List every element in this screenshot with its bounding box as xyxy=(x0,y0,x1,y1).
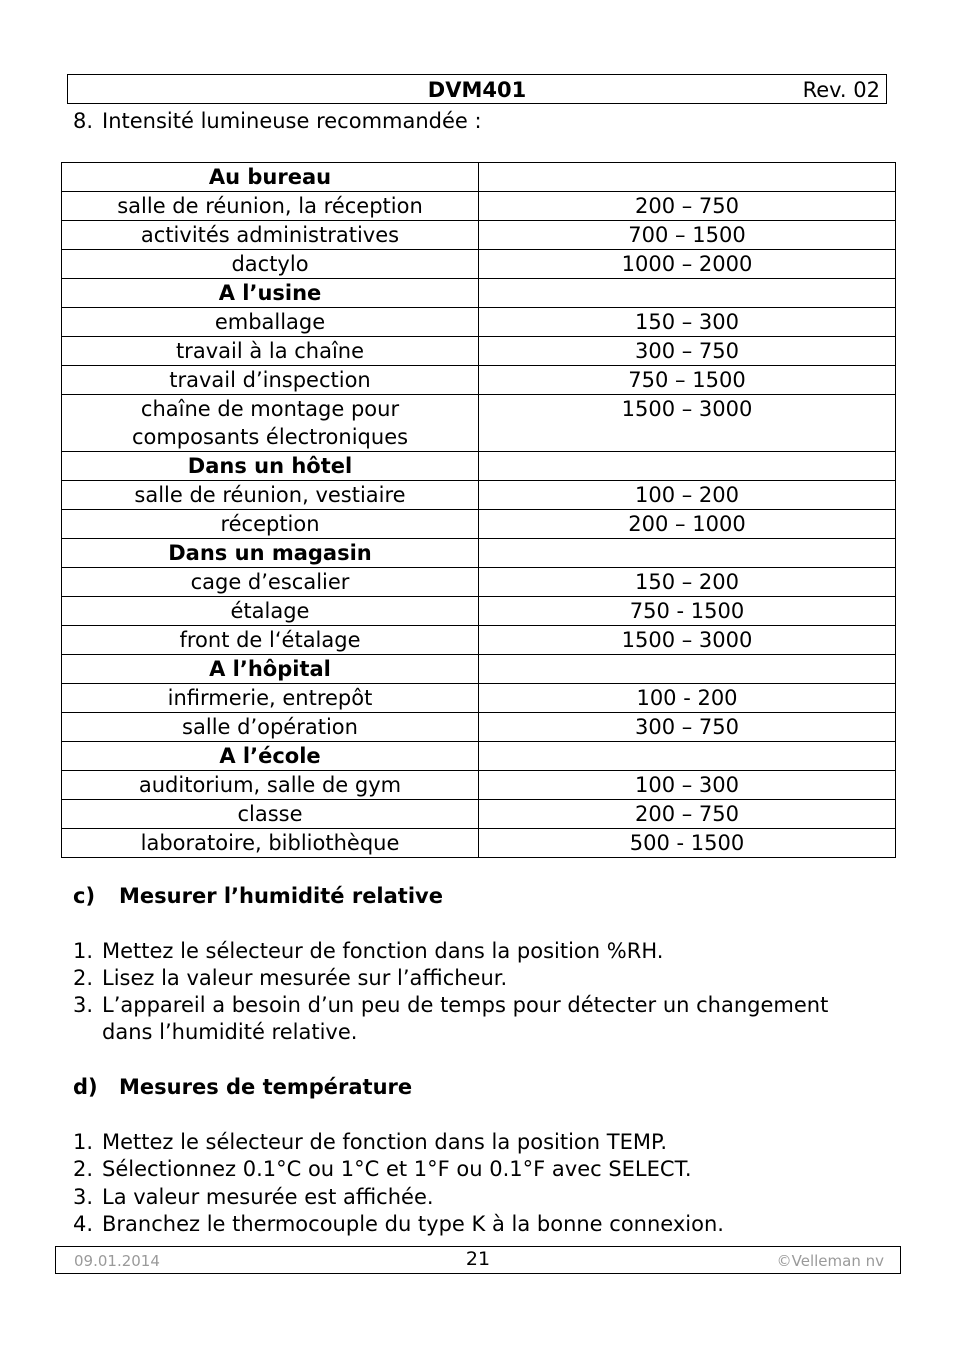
section-c-title xyxy=(73,883,443,910)
table-row xyxy=(62,771,896,800)
location-cell: activités administratives xyxy=(62,221,479,250)
lux-value-cell xyxy=(479,163,896,192)
location-cell: chaîne de montage pour composants électroniques xyxy=(62,395,479,452)
lux-value-cell: 200 – 750 xyxy=(479,192,896,221)
page-footer xyxy=(55,1246,901,1274)
table-row xyxy=(62,250,896,279)
section-d-letter: d) xyxy=(73,1075,98,1099)
lux-value-cell: 750 - 1500 xyxy=(479,597,896,626)
table-row xyxy=(62,684,896,713)
location-cell: classe xyxy=(62,800,479,829)
table-row xyxy=(62,481,896,510)
footer-date: 09.01.2014 xyxy=(74,1252,160,1270)
lux-value-cell: 100 – 300 xyxy=(479,771,896,800)
lux-value-cell: 1500 – 3000 xyxy=(479,395,896,452)
section-d-title xyxy=(73,1074,412,1101)
location-cell: auditorium, salle de gym xyxy=(62,771,479,800)
table-row xyxy=(62,395,896,452)
table-row xyxy=(62,829,896,858)
lux-value-cell xyxy=(479,452,896,481)
table-row xyxy=(62,221,896,250)
table-row xyxy=(62,308,896,337)
table-section-row xyxy=(62,655,896,684)
intro-item xyxy=(73,108,482,135)
lux-value-cell: 700 – 1500 xyxy=(479,221,896,250)
table-row xyxy=(62,366,896,395)
footer-copyright: ©Velleman nv xyxy=(776,1252,884,1270)
lux-value-cell: 100 - 200 xyxy=(479,684,896,713)
lux-value-cell: 150 – 200 xyxy=(479,568,896,597)
intro-text: Intensité lumineuse recommandée : xyxy=(102,109,482,133)
lux-value-cell: 1500 – 3000 xyxy=(479,626,896,655)
list-item: 1. Mettez le sélecteur de fonction dans la position TEMP. xyxy=(73,1130,668,1154)
section-d-heading: Mesures de température xyxy=(119,1075,413,1099)
location-cell: infirmerie, entrepôt xyxy=(62,684,479,713)
location-cell: laboratoire, bibliothèque xyxy=(62,829,479,858)
list-item: 2. Sélectionnez 0.1°C ou 1°C et 1°F ou 0.1°F avec SELECT. xyxy=(73,1157,692,1181)
lux-value-cell xyxy=(479,655,896,684)
table-section-row xyxy=(62,163,896,192)
list-item: 4. Branchez le thermocouple du type K à la bonne connexion. xyxy=(73,1212,724,1236)
section-c-heading: Mesurer l’humidité relative xyxy=(119,884,443,908)
list-item: 3. L’appareil a besoin d’un peu de temps pour détecter un changement dans l’humidité relative. xyxy=(73,993,829,1044)
location-cell: salle de réunion, vestiaire xyxy=(62,481,479,510)
section-label-cell: Au bureau xyxy=(62,163,479,192)
table-row xyxy=(62,800,896,829)
location-cell: emballage xyxy=(62,308,479,337)
list-item: 2. Lisez la valeur mesurée sur l’afficheur. xyxy=(73,966,508,990)
location-cell: dactylo xyxy=(62,250,479,279)
page-header xyxy=(67,74,887,104)
lux-value-cell: 1000 – 2000 xyxy=(479,250,896,279)
section-label-cell: A l’usine xyxy=(62,279,479,308)
location-cell: front de l‘étalage xyxy=(62,626,479,655)
list-item: 1. Mettez le sélecteur de fonction dans la position %RH. xyxy=(73,939,664,963)
list-item: 3. La valeur mesurée est affichée. xyxy=(73,1185,434,1209)
page-number: 21 xyxy=(465,1248,491,1270)
table-row xyxy=(62,568,896,597)
location-cell: salle d’opération xyxy=(62,713,479,742)
lux-value-cell: 300 – 750 xyxy=(479,337,896,366)
lux-value-cell: 750 – 1500 xyxy=(479,366,896,395)
lux-value-cell xyxy=(479,539,896,568)
lux-value-cell: 500 - 1500 xyxy=(479,829,896,858)
table-row xyxy=(62,192,896,221)
section-label-cell: Dans un magasin xyxy=(62,539,479,568)
table-section-row xyxy=(62,742,896,771)
table-section-row xyxy=(62,539,896,568)
location-cell: cage d’escalier xyxy=(62,568,479,597)
table-row xyxy=(62,597,896,626)
table-section-row xyxy=(62,279,896,308)
lux-value-cell xyxy=(479,279,896,308)
table-section-row xyxy=(62,452,896,481)
section-label-cell: A l’hôpital xyxy=(62,655,479,684)
illuminance-table xyxy=(61,162,896,858)
table-row xyxy=(62,626,896,655)
lux-value-cell: 100 – 200 xyxy=(479,481,896,510)
location-cell: salle de réunion, la réception xyxy=(62,192,479,221)
lux-value-cell xyxy=(479,742,896,771)
model-name: DVM401 xyxy=(427,78,527,102)
lux-value-cell: 300 – 750 xyxy=(479,713,896,742)
location-cell: étalage xyxy=(62,597,479,626)
revision-label: Rev. 02 xyxy=(802,78,880,102)
intro-number: 8. xyxy=(73,109,94,133)
lux-value-cell: 150 – 300 xyxy=(479,308,896,337)
section-c-letter: c) xyxy=(73,884,96,908)
location-cell: réception xyxy=(62,510,479,539)
location-cell: travail à la chaîne xyxy=(62,337,479,366)
section-label-cell: A l’école xyxy=(62,742,479,771)
table-row xyxy=(62,510,896,539)
lux-value-cell: 200 – 1000 xyxy=(479,510,896,539)
lux-value-cell: 200 – 750 xyxy=(479,800,896,829)
table-row xyxy=(62,713,896,742)
location-cell: travail d’inspection xyxy=(62,366,479,395)
table-row xyxy=(62,337,896,366)
section-label-cell: Dans un hôtel xyxy=(62,452,479,481)
